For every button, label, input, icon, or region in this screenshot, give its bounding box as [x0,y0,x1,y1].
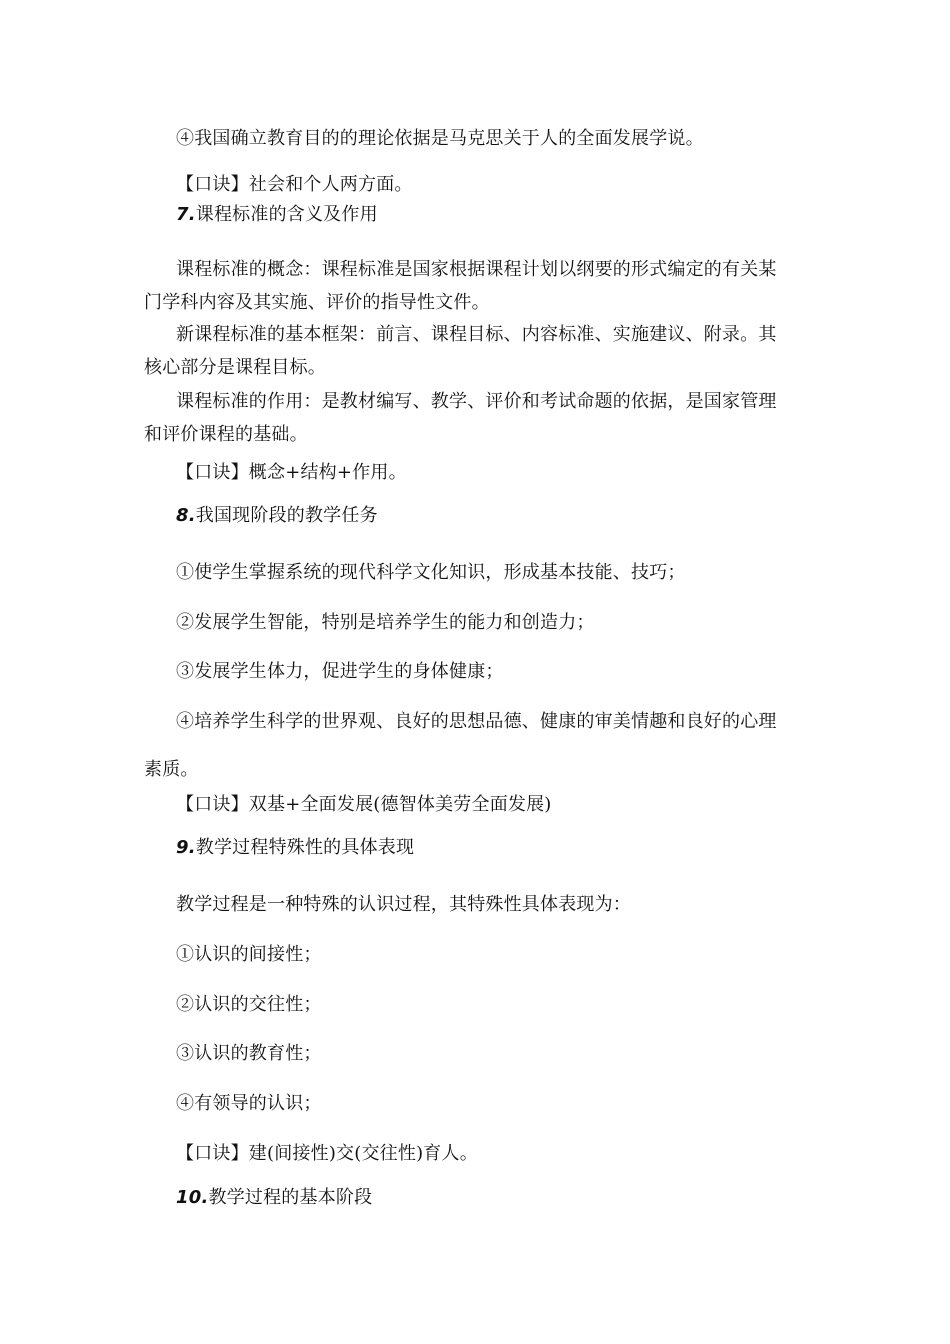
heading-text: 教学过程特殊性的具体表现 [195,837,415,858]
section-heading-7 [176,203,378,227]
list-item: ①认识的间接性； [176,944,322,965]
paragraph-line: ④我国确立教育目的的理论依据是马克思关于人的全面发展学说。 [176,128,704,149]
list-item: ④有领导的认识； [176,1093,322,1114]
mnemonic-line: 【口诀】社会和个人两方面。 [176,174,413,195]
heading-number: 8. [176,505,196,526]
paragraph-line: 核心部分是课程目标。 [144,357,326,378]
paragraph-line: 课程标准的概念：课程标准是国家根据课程计划以纲要的形式编定的有关某 [176,259,777,280]
paragraph-line: 课程标准的作用：是教材编写、教学、评价和考试命题的依据，是国家管理 [176,391,777,412]
heading-text: 课程标准的含义及作用 [195,204,378,225]
list-item: ②认识的交往性； [176,994,322,1015]
list-item: ②发展学生智能，特别是培养学生的能力和创造力； [176,612,595,633]
section-heading-10 [176,1186,372,1210]
heading-number: 9. [176,837,196,858]
section-heading-8 [176,504,378,528]
list-item: ③发展学生体力，促进学生的身体健康； [176,661,504,682]
paragraph-line: 新课程标准的基本框架：前言、课程目标、内容标准、实施建议、附录。其 [176,324,777,345]
paragraph-line: 和评价课程的基础。 [144,424,308,445]
list-item: ①使学生掌握系统的现代科学文化知识，形成基本技能、技巧； [176,562,686,583]
mnemonic-line: 【口诀】建(间接性)交(交往性)育人。 [176,1143,478,1164]
heading-text: 我国现阶段的教学任务 [195,505,378,526]
heading-text: 教学过程的基本阶段 [208,1187,373,1208]
mnemonic-line: 【口诀】双基+全面发展(德智体美劳全面发展) [176,794,552,815]
list-item: ③认识的教育性； [176,1043,322,1064]
list-item: ④培养学生科学的世界观、良好的思想品德、健康的审美情趣和良好的心理 [176,711,777,732]
section-heading-9 [176,836,414,860]
list-item-continuation: 素质。 [144,759,199,780]
paragraph-line: 教学过程是一种特殊的认识过程，其特殊性具体表现为： [176,894,631,915]
mnemonic-line: 【口诀】概念+结构+作用。 [176,462,407,483]
heading-number: 10. [176,1187,209,1208]
heading-number: 7. [176,204,196,225]
paragraph-line: 门学科内容及其实施、评价的指导性文件。 [144,292,490,313]
